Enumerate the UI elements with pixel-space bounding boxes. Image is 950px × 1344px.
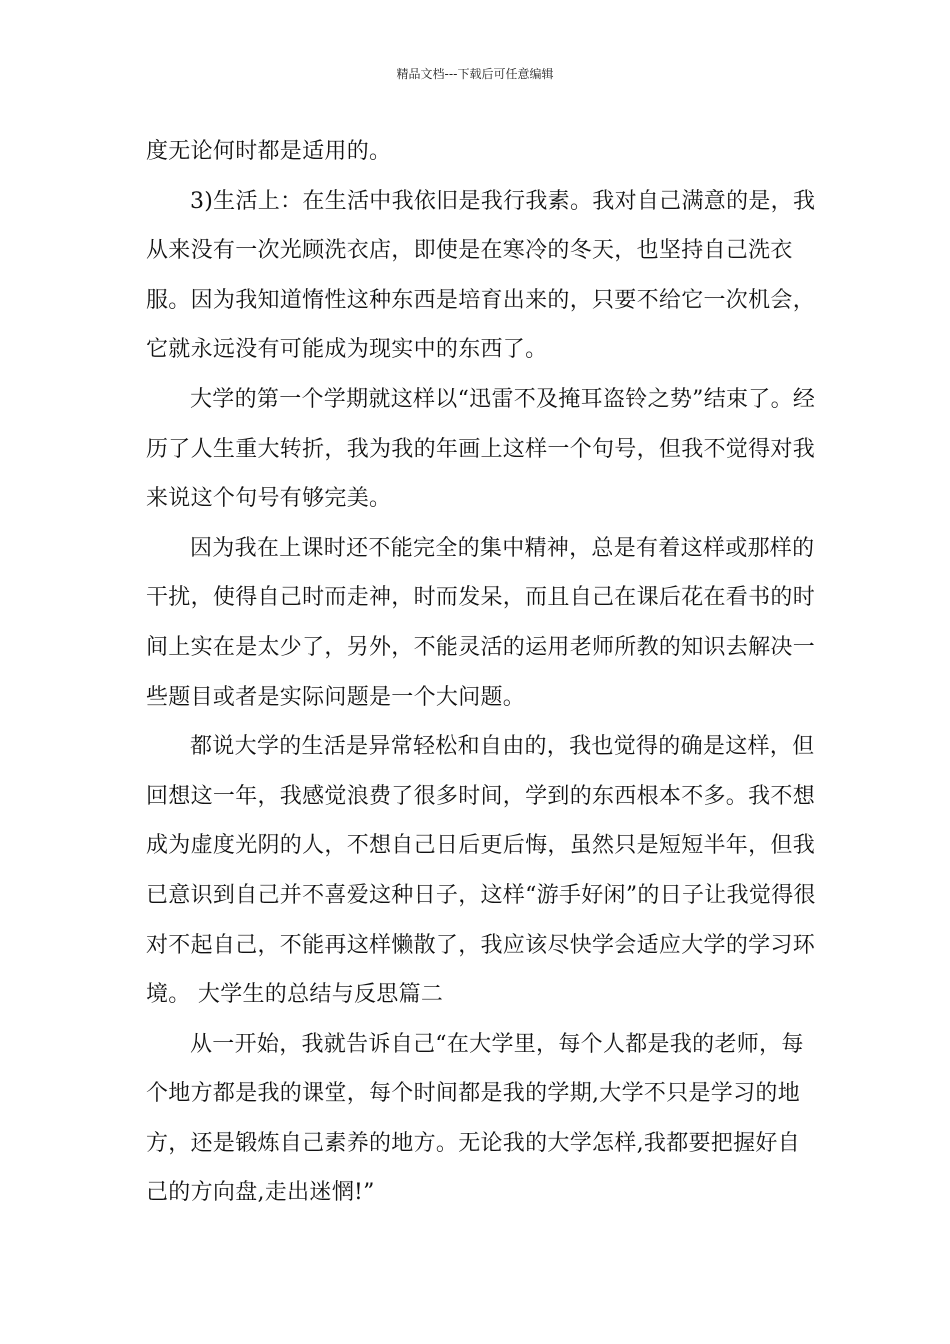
text-line: 每个地方都是我的课堂，每个时间都是我的学期,大学不只是学习的 <box>146 1031 804 1107</box>
text-line: 会，它就永远没有可能成为现实中的东西了。 <box>146 287 816 363</box>
text-line: 都说大学的生活是异常轻松和自由的，我也觉得的确是这样， <box>190 734 793 760</box>
paragraph-1 <box>146 127 816 177</box>
text-line: 对我来说这个句号有够完美。 <box>146 436 816 512</box>
paragraph-5 <box>146 722 816 1020</box>
text-line: 但回想这一年，我感觉浪费了很多时间，学到的东西根本不多。我 <box>146 734 815 809</box>
text-line: 的干扰，使得自己时而走神，时而发呆，而且自己在课后花在看书 <box>146 535 815 611</box>
paragraph-2 <box>146 177 816 375</box>
text-line: 自己的方向盘,走出迷惘!” <box>146 1130 801 1206</box>
paragraph-3 <box>146 375 816 524</box>
paragraph-4 <box>146 524 816 722</box>
text-line: 3)生活上：在生活中我依旧是我行我素。我对自己满意的是， <box>190 188 793 214</box>
text-line: 学的学习环境。 大学生的总结与反思篇二 <box>146 932 816 1008</box>
document-body <box>146 127 816 1218</box>
text-line: 大学的第一个学期就这样以“迅雷不及掩耳盗铃之势”结束了。 <box>190 386 793 412</box>
text-line: 但我已意识到自己并不喜爱这种日子，这样“游手好闲”的日子让 <box>146 833 816 908</box>
text-line: 不想成为虚度光阴的人，不想自己日后更后悔，虽然只是短短半年， <box>146 783 816 859</box>
text-line: 我觉得很对不起自己，不能再这样懒散了，我应该尽快学会适应大 <box>146 882 816 958</box>
text-line: 经历了人生重大转折，我为我的年画上这样一个句号，但我不觉得 <box>146 386 816 462</box>
text-line: 的时间上实在是太少了，另外，不能灵活的运用老师所教的知识去 <box>146 585 816 660</box>
paragraph-6 <box>146 1020 816 1218</box>
text-line: 从一开始，我就告诉自己“在大学里，每个人都是我的老师， <box>190 1031 782 1057</box>
text-line: 我从来没有一次光顾洗衣店，即使是在寒冷的冬天，也坚持自己洗 <box>146 188 816 264</box>
page-header: 精品文档---下载后可任意编辑 <box>396 67 554 81</box>
text-line: 因为我在上课时还不能完全的集中精神，总是有着这样或那样 <box>190 535 793 561</box>
text-line: 度无论何时都是适用的。 <box>146 139 392 164</box>
text-line: 地方，还是锻炼自己素养的地方。无论我的大学怎样,我都要把握好 <box>146 1081 801 1156</box>
text-line: 解决一些题目或者是实际问题是一个大问题。 <box>146 634 816 710</box>
text-line: 衣服。因为我知道惰性这种东西是培育出来的，只要不给它一次机 <box>146 238 793 313</box>
